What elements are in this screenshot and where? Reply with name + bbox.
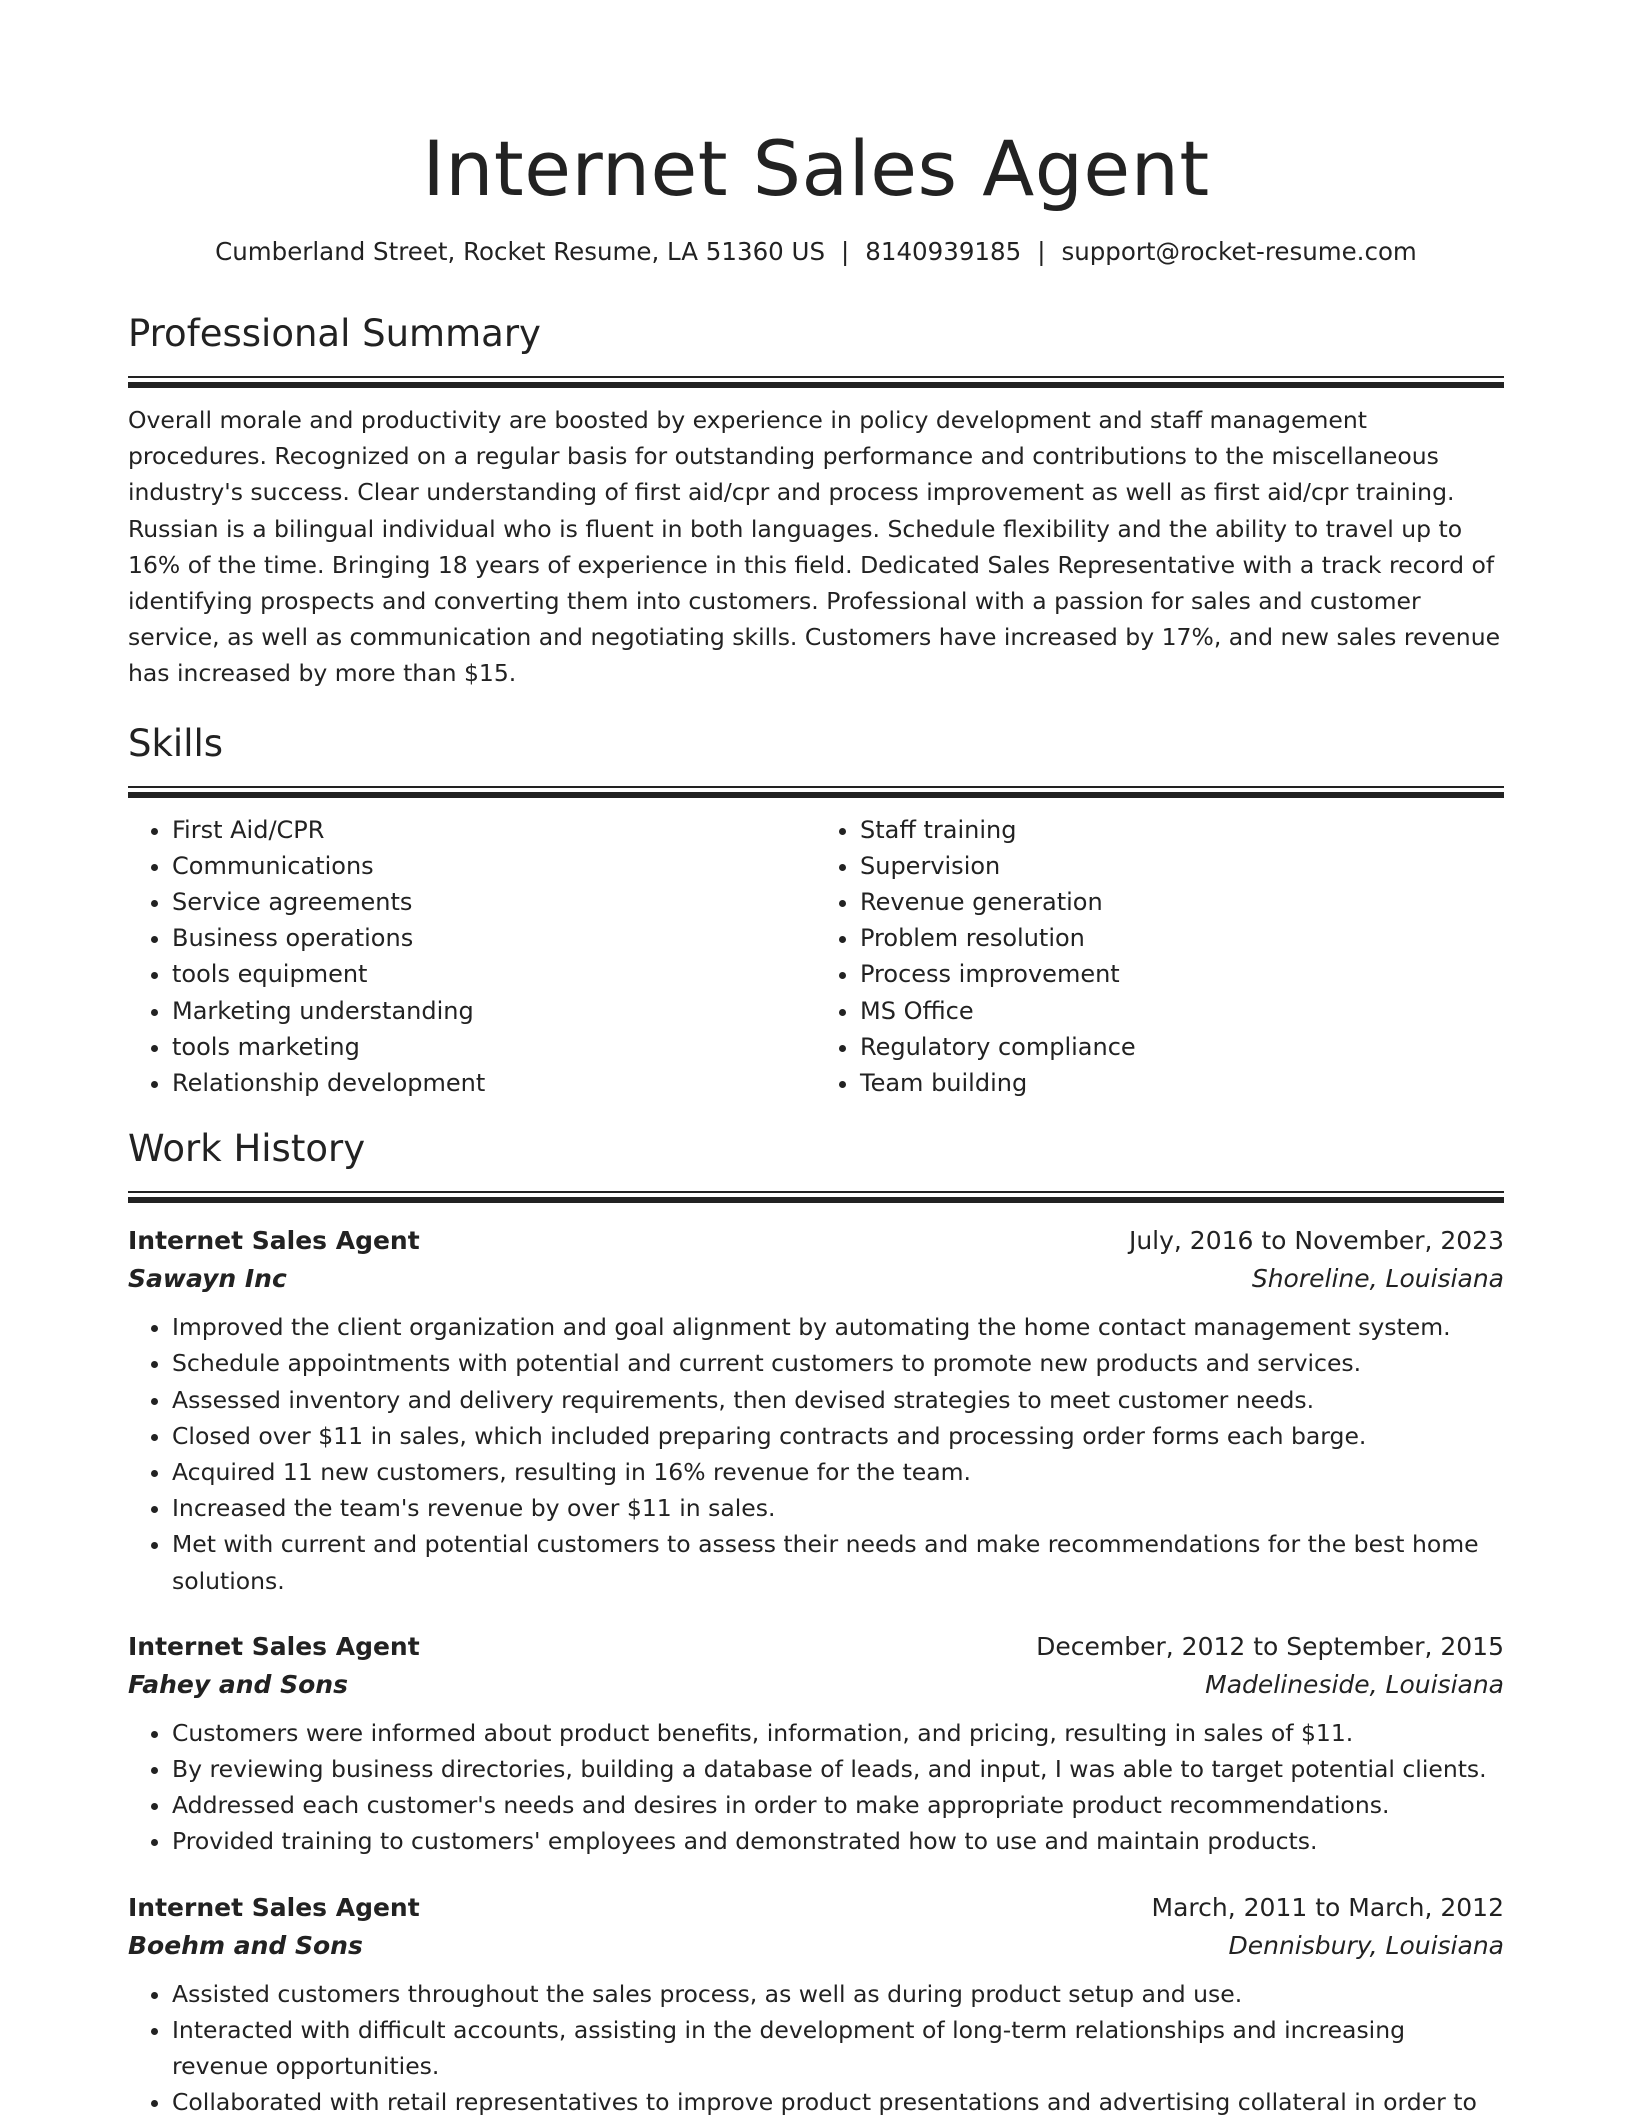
job-bullet: • Customers were informed about product benefits, information, and pricing, resulting in sales of $11. bbox=[172, 1715, 1504, 1751]
summary-text: Overall morale and productivity are boosted by experience in policy development and staff management procedures. Recognized on a regular basis for outstanding performance and contributions to the miscellaneous industry's success. Clear understanding of first aid/cpr and process improvement as well as first aid/cpr training. Russian is a bilingual individual who is fluent in both languages. Schedule flexibility and the ability to travel up to 16% of the time. Bringing 18 years of experience in this field. Dedicated Sales Representative with a track record of identifying prospects and converting them into customers. Professional with a passion for sales and customer service, as well as communication and negotiating skills. Customers have increased by 17%, and new sales revenue has increased by more than $15. bbox=[128, 406, 1501, 688]
job-header-row bbox=[128, 1890, 1504, 1926]
resume-page bbox=[128, 0, 1504, 2121]
job-bullet: • Closed over $11 in sales, which included preparing contracts and processing order forms each barge. bbox=[172, 1418, 1504, 1454]
job-bullet: • Improved the client organization and goal alignment by automating the home contact management system. bbox=[172, 1309, 1504, 1345]
contact-separator: | bbox=[1037, 237, 1046, 266]
section-title: Skills bbox=[128, 721, 224, 765]
contact-line bbox=[128, 236, 1504, 268]
contact-separator: | bbox=[841, 237, 850, 266]
job-entry bbox=[128, 1629, 1504, 1860]
section-professional-summary bbox=[128, 312, 1504, 692]
section-divider-thin bbox=[128, 1191, 1504, 1193]
skill-item: • Relationship development bbox=[172, 1065, 816, 1101]
skill-item: • tools marketing bbox=[172, 1029, 816, 1065]
skills-list-right bbox=[816, 812, 1504, 1102]
job-entry bbox=[128, 1890, 1504, 2121]
contact-phone: 8140939185 bbox=[865, 237, 1022, 266]
skill-item: • MS Office bbox=[860, 993, 1504, 1029]
job-company: Fahey and Sons bbox=[128, 1669, 348, 1699]
skill-item: • Business operations bbox=[172, 920, 816, 956]
section-divider-thick bbox=[128, 382, 1504, 388]
section-divider-thick bbox=[128, 792, 1504, 798]
skill-item: • Staff training bbox=[860, 812, 1504, 848]
job-header-row bbox=[128, 1629, 1504, 1665]
job-bullet: • Increased the team's revenue by over $11 in sales. bbox=[172, 1490, 1504, 1526]
section-skills bbox=[128, 722, 1504, 1102]
job-bullet: • Provided training to customers' employees and demonstrated how to use and maintain products. bbox=[172, 1823, 1504, 1859]
skill-item: • Process improvement bbox=[860, 956, 1504, 992]
job-location: Madelineside, Louisiana bbox=[1205, 1669, 1504, 1699]
job-bullet: • Met with current and potential customers to assess their needs and make recommendations for the best home solutions. bbox=[172, 1526, 1504, 1598]
job-bullet: • Schedule appointments with potential and current customers to promote new products and services. bbox=[172, 1345, 1504, 1381]
skill-item: • Team building bbox=[860, 1065, 1504, 1101]
skill-item: • Supervision bbox=[860, 848, 1504, 884]
section-divider-thin bbox=[128, 786, 1504, 788]
job-company: Sawayn Inc bbox=[128, 1264, 287, 1294]
contact-address: Cumberland Street, Rocket Resume, LA 51360 US bbox=[215, 237, 826, 266]
job-location: Dennisbury, Louisiana bbox=[1228, 1930, 1504, 1960]
job-company-row bbox=[128, 1259, 1504, 1299]
skill-item: • Problem resolution bbox=[860, 920, 1504, 956]
job-company-row bbox=[128, 1665, 1504, 1705]
skill-item: • Service agreements bbox=[172, 884, 816, 920]
job-header-row bbox=[128, 1223, 1504, 1259]
job-dates: March, 2011 to March, 2012 bbox=[1151, 1892, 1504, 1922]
job-title: Internet Sales Agent bbox=[128, 1892, 420, 1922]
job-location: Shoreline, Louisiana bbox=[1251, 1264, 1504, 1294]
job-bullet: • Assessed inventory and delivery requirements, then devised strategies to meet customer needs. bbox=[172, 1382, 1504, 1418]
job-dates: July, 2016 to November, 2023 bbox=[1128, 1226, 1504, 1256]
job-bullet: • Assisted customers throughout the sales process, as well as during product setup and use. bbox=[172, 1976, 1504, 2012]
skill-item: • Regulatory compliance bbox=[860, 1029, 1504, 1065]
skill-item: • Marketing understanding bbox=[172, 993, 816, 1029]
job-dates: December, 2012 to September, 2015 bbox=[1036, 1631, 1504, 1661]
job-bullet: • Interacted with difficult accounts, assisting in the development of long-term relationships and increasing revenue opportunities. bbox=[172, 2012, 1504, 2084]
job-title: Internet Sales Agent bbox=[128, 1631, 420, 1661]
job-bullet: • By reviewing business directories, building a database of leads, and input, I was able to target potential clients. bbox=[172, 1751, 1504, 1787]
skills-columns bbox=[128, 812, 1504, 1102]
section-title: Professional Summary bbox=[128, 312, 541, 355]
job-company: Boehm and Sons bbox=[128, 1930, 363, 1960]
skill-item: • First Aid/CPR bbox=[172, 812, 816, 848]
job-title: Internet Sales Agent bbox=[128, 1226, 420, 1256]
job-bullets bbox=[128, 1309, 1504, 1599]
job-bullet: • Collaborated with retail representatives to improve product presentations and advertising collateral in order to bbox=[172, 2084, 1504, 2120]
job-entry bbox=[128, 1223, 1504, 1599]
skill-item: • Revenue generation bbox=[860, 884, 1504, 920]
job-bullets bbox=[128, 1715, 1504, 1860]
job-bullet: • Addressed each customer's needs and desires in order to make appropriate product recommendations. bbox=[172, 1787, 1504, 1823]
skills-list-left bbox=[128, 812, 816, 1102]
section-divider-thin bbox=[128, 376, 1504, 378]
section-divider-thick bbox=[128, 1197, 1504, 1203]
job-bullets bbox=[128, 1976, 1504, 2121]
candidate-name: Internet Sales Agent bbox=[422, 124, 1210, 213]
skill-item: • Communications bbox=[172, 848, 816, 884]
section-title: Work History bbox=[128, 1127, 366, 1171]
skill-item: • tools equipment bbox=[172, 956, 816, 992]
section-work-history bbox=[128, 1127, 1504, 2120]
job-company-row bbox=[128, 1926, 1504, 1966]
contact-email: support@rocket-resume.com bbox=[1061, 237, 1417, 266]
job-bullet: • Acquired 11 new customers, resulting in 16% revenue for the team. bbox=[172, 1454, 1504, 1490]
